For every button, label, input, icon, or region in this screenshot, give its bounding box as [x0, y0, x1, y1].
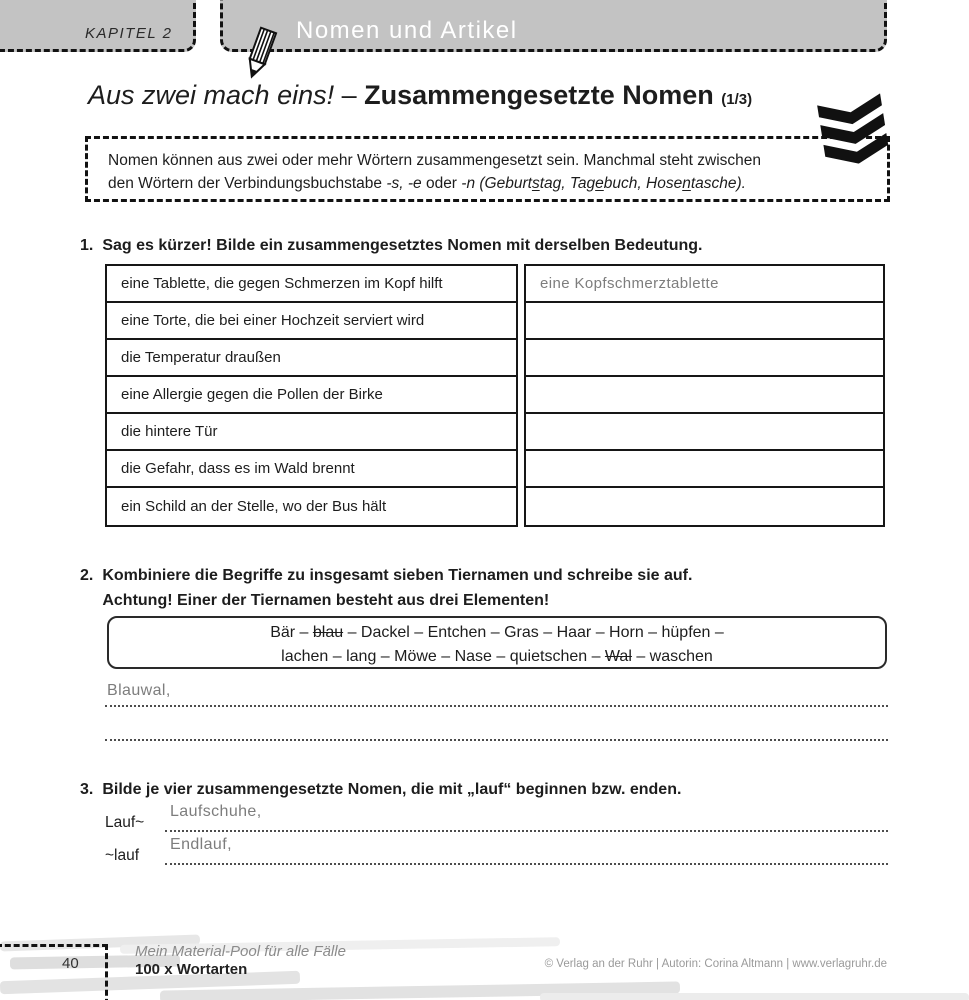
word-struck-blau: blau: [312, 624, 344, 641]
answer-cell: [526, 488, 883, 525]
prompt-text: eine Torte, die bei einer Hochzeit serviert wird: [121, 312, 425, 329]
prompt-text: die Gefahr, dass es im Wald brennt: [121, 460, 355, 477]
exercise2-handwritten-answer: Blauwal,: [107, 682, 171, 699]
lauf-prefix-label: Lauf~: [105, 814, 145, 831]
table-row: [107, 303, 516, 340]
info-example-1-letter: s: [531, 175, 540, 192]
page-number-box: [0, 944, 108, 1000]
answer-cell: [526, 340, 883, 377]
footer-book-title: 100 x Wortarten: [135, 961, 248, 978]
answer-line: [105, 739, 888, 741]
word-bank-text: lachen – lang – Möwe – Nase – quietschen –: [281, 648, 605, 665]
exercise1-answer-column: [524, 264, 885, 527]
handwritten-answer: eine Kopfschmerztablette: [540, 275, 719, 292]
section-title: Nomen und Artikel: [296, 17, 518, 44]
page-title: [88, 80, 752, 111]
exercise2-instruction-line2: Achtung! Einer der Tiernamen besteht aus drei Elementen!: [102, 592, 550, 609]
page-number: 40: [62, 955, 79, 972]
info-example-1: Geburt: [484, 175, 532, 192]
table-row: [107, 451, 516, 488]
exercise2-instruction-line1: Kombiniere die Begriffe zu insgesamt sieben Tiernamen und schreibe sie auf.: [102, 567, 693, 584]
answer-cell: [526, 303, 883, 340]
exercise3-heading: [80, 777, 681, 802]
info-example-2-post: buch,: [603, 175, 647, 192]
info-example-1-post: tag,: [539, 175, 570, 192]
exercise3-handwritten-answer: Laufschuhe,: [170, 803, 262, 820]
brush-stroke: [540, 993, 969, 1000]
chapter-label: KAPITEL 2: [85, 25, 173, 42]
info-example-2-letter: e: [595, 175, 604, 192]
answer-line: [165, 830, 888, 832]
exercise1-prompt-column: [105, 264, 518, 527]
exercise1-instruction: Sag es kürzer! Bilde ein zusammengesetztes Nomen mit derselben Bedeutung.: [102, 237, 703, 254]
table-row: [107, 414, 516, 451]
answer-line: [165, 863, 888, 865]
title-counter: (1/3): [721, 91, 753, 108]
exercise2-instruction: [102, 563, 692, 613]
prompt-text: eine Tablette, die gegen Schmerzen im Kopf hilft: [121, 275, 443, 292]
answer-line: [105, 705, 888, 707]
prompt-text: eine Allergie gegen die Pollen der Birke: [121, 386, 383, 403]
info-example-3: Hose: [646, 175, 683, 192]
exercise3-handwritten-answer: Endlauf,: [170, 836, 232, 853]
info-oder: oder: [421, 175, 462, 192]
triple-chevron-icon: [813, 93, 895, 174]
title-italic: Aus zwei mach eins!: [88, 80, 335, 110]
answer-cell: [526, 414, 883, 451]
info-example-3-letter: n: [682, 175, 691, 192]
info-paren-open: (: [475, 175, 485, 192]
title-dash: –: [334, 80, 365, 110]
footer-copyright: © Verlag an der Ruhr | Autorin: Corina Altmann | www.verlagruhr.de: [544, 958, 887, 970]
exercise2-number: 2.: [80, 567, 94, 584]
table-row: [107, 266, 516, 303]
info-line1: Nomen können aus zwei oder mehr Wörtern zusammengesetzt sein. Manchmal steht zwischen: [108, 152, 762, 169]
word-bank-text: – Dackel – Entchen – Gras – Haar – Horn – hüpfen –: [343, 624, 724, 641]
word-struck-wal: Wal: [604, 648, 632, 665]
info-example-2: Tag: [569, 175, 596, 192]
word-bank-text: Bär –: [270, 624, 313, 641]
info-box: [85, 136, 890, 202]
footer-series-title: Mein Material-Pool für alle Fälle: [135, 943, 346, 960]
title-bold: Zusammengesetzte Nomen: [364, 80, 714, 110]
answer-cell: [526, 266, 883, 303]
exercise2-heading: [80, 563, 692, 613]
prompt-text: die Temperatur draußen: [121, 349, 281, 366]
word-bank-text: – waschen: [631, 648, 713, 665]
answer-cell: [526, 377, 883, 414]
table-row: [107, 377, 516, 414]
table-row: [107, 340, 516, 377]
exercise3-instruction: Bilde je vier zusammengesetzte Nomen, die mit „lauf“ beginnen bzw. enden.: [102, 781, 682, 798]
pencil-icon: [238, 26, 282, 87]
answer-cell: [526, 451, 883, 488]
table-row: [107, 488, 516, 525]
info-line2-prefix: den Wörtern der Verbindungsbuchstabe: [108, 175, 387, 192]
exercise1-heading: [80, 233, 703, 258]
info-example-3-post: tasche: [690, 175, 737, 192]
prompt-text: ein Schild an der Stelle, wo der Bus hält: [121, 498, 387, 515]
info-paren-close: ).: [736, 175, 746, 192]
exercise1-number: 1.: [80, 237, 94, 254]
info-connector-2: -n: [461, 175, 476, 192]
exercise3-number: 3.: [80, 781, 94, 798]
word-bank-box: [107, 616, 887, 669]
lauf-suffix-label: ~lauf: [105, 847, 140, 864]
info-connector-1: -s, -e: [386, 175, 422, 192]
prompt-text: die hintere Tür: [121, 423, 218, 440]
